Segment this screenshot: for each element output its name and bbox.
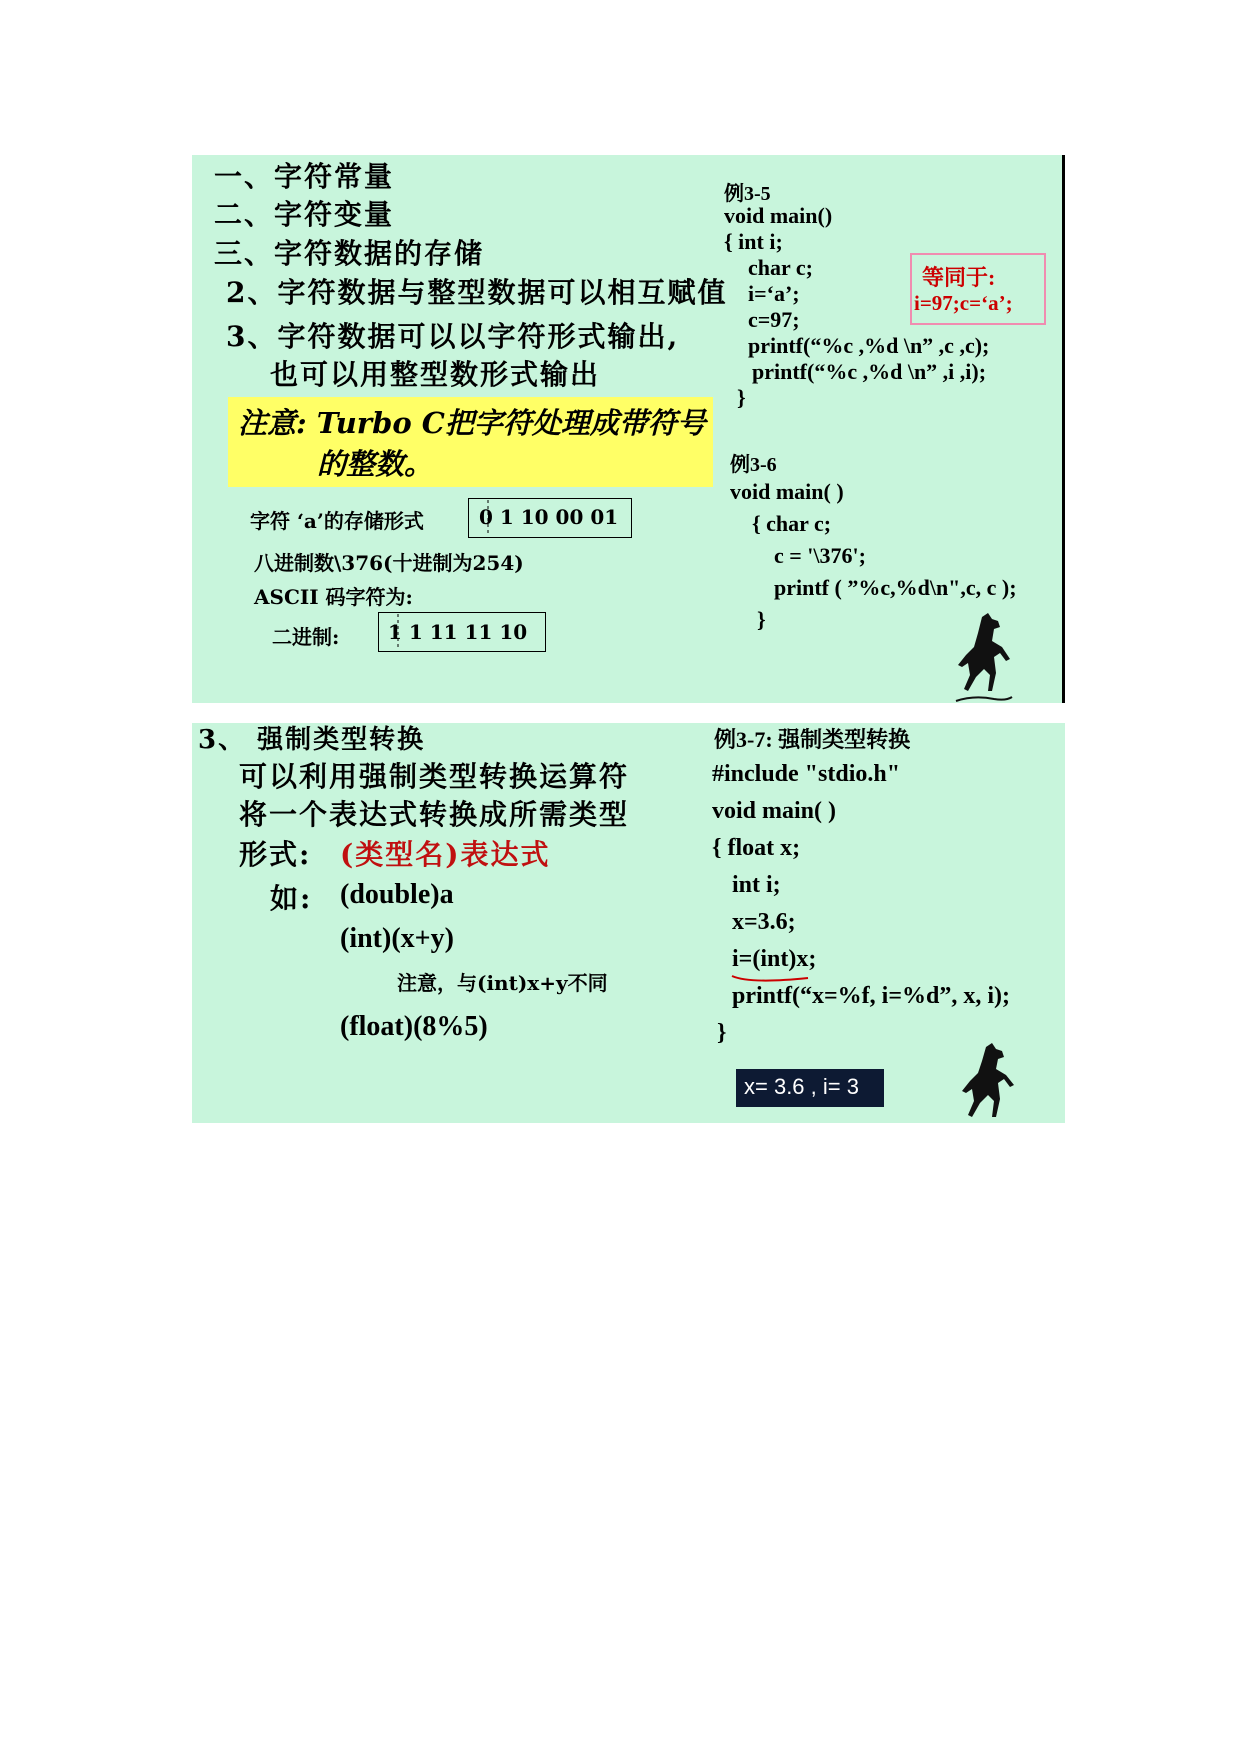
code-line: printf(“%c ,%d \n” ,i ,i);: [752, 359, 987, 384]
code-line: c=97;: [748, 307, 800, 332]
code-line: void main(): [724, 203, 833, 228]
code-line: { int i;: [724, 229, 783, 254]
note-line1: 注意: Turbo C把字符处理成带符号: [238, 406, 706, 440]
note-line2: 的整数。: [317, 447, 434, 481]
result-text: x= 3.6 , i= 3: [744, 1074, 859, 1099]
example-double: (double)a: [340, 879, 454, 910]
binary-bits: 1 1 11 11 10: [388, 620, 528, 644]
example-int: (int)(x+y): [340, 923, 454, 954]
horse-icon: [962, 1043, 1022, 1123]
divider-dash: [397, 614, 399, 650]
code-line: c = '\376';: [774, 543, 866, 568]
equivalent-label: 等同于:: [922, 265, 996, 290]
example-note: 注意，与(int)x+y不同: [397, 971, 608, 995]
point-3-line2: 也可以用整型数形式输出: [270, 358, 601, 391]
code-line: int i;: [732, 872, 781, 898]
code-line: i=(int)x;: [732, 946, 817, 972]
divider-dash: [487, 500, 489, 536]
heading-char-variable: 二、字符变量: [214, 198, 395, 231]
example-float: (float)(8%5): [340, 1011, 488, 1042]
slide-char-data: [192, 155, 1065, 703]
storage-label: 字符 ‘a’的存储形式: [250, 509, 424, 533]
code-line: void main( ): [730, 479, 844, 504]
heading-char-constant: 一、字符常量: [214, 160, 395, 193]
example-3-5-title: 例3-5: [724, 183, 771, 205]
code-line: i=‘a’;: [748, 281, 800, 306]
slide-type-cast: [192, 723, 1065, 1123]
code-line: x=3.6;: [732, 909, 796, 935]
form-value: (类型名)表达式: [340, 838, 551, 871]
binary-label: 二进制:: [272, 625, 340, 649]
point-3-line1: 3、字符数据可以以字符形式输出,: [226, 320, 680, 353]
form-label: 形式:: [239, 838, 312, 871]
example-3-7-title: 例3-7: 强制类型转换: [714, 727, 911, 752]
code-line: { char c;: [752, 511, 832, 536]
equivalent-code: i=97;c=‘a’;: [914, 291, 1013, 315]
code-line: }: [757, 607, 766, 632]
code-line: printf(“%c ,%d \n” ,c ,c);: [748, 333, 990, 358]
code-line: printf ( ”%c,%d\n",c, c );: [774, 575, 1017, 600]
horse-icon: [954, 611, 1014, 703]
ascii-line: ASCII 码字符为:: [254, 585, 413, 609]
example-label: 如:: [270, 882, 313, 915]
heading-type-cast: 3、 强制类型转换: [198, 725, 426, 755]
code-line: #include "stdio.h": [712, 761, 901, 787]
code-line: }: [717, 1020, 727, 1046]
point-2: 2、字符数据与整型数据可以相互赋值: [226, 276, 728, 309]
code-line: printf(“x=%f, i=%d”, x, i);: [732, 983, 1011, 1009]
cast-line2: 将一个表达式转换成所需类型: [239, 798, 630, 831]
code-line: }: [737, 385, 746, 410]
code-line: void main( ): [712, 798, 837, 824]
example-3-6-title: 例3-6: [730, 454, 777, 476]
storage-bits: 0 1 10 00 01: [479, 505, 619, 529]
octal-line: 八进制数\376(十进制为254): [254, 551, 524, 575]
heading-char-storage: 三、字符数据的存储: [214, 237, 485, 270]
code-line: char c;: [748, 255, 813, 280]
code-line: { float x;: [712, 835, 801, 861]
cast-line1: 可以利用强制类型转换运算符: [239, 760, 630, 793]
